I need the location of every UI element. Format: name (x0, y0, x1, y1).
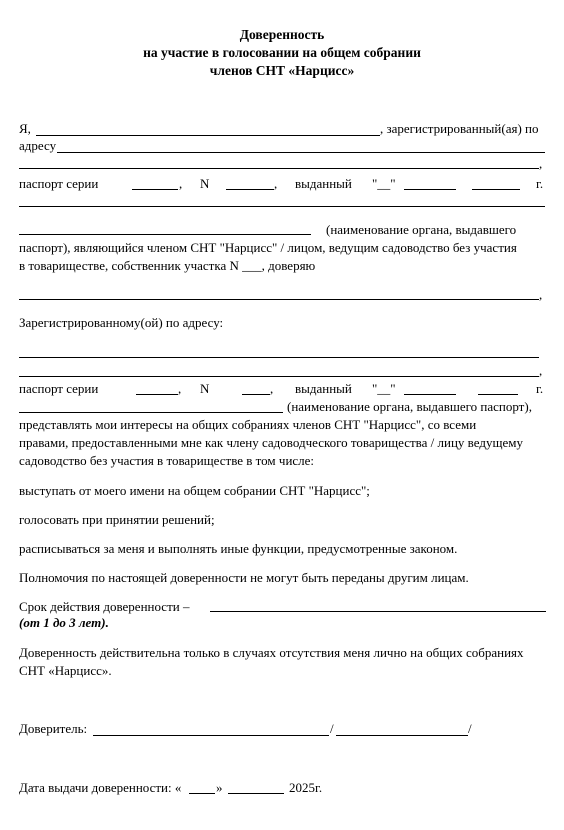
issue-year: 2025г. (289, 780, 323, 795)
slash: / (468, 721, 472, 736)
agent-authority-field[interactable] (19, 412, 283, 413)
label-date-quote: "__" (372, 381, 396, 396)
document-subtitle-org: членов СНТ «Нарцисс» (209, 63, 355, 78)
label-agent-address: Зарегистрированному(ой) по адресу: (19, 315, 224, 330)
label-agent-authority: (наименование органа, выдавшего паспорт), (287, 399, 532, 414)
comma: , (178, 381, 182, 396)
principal-name-field[interactable] (36, 135, 380, 136)
signature-field[interactable] (93, 735, 329, 736)
label-validity: Срок действия доверенности – (19, 599, 190, 614)
label-registered: , зарегистрированный(ая) по (380, 121, 539, 136)
document-title: Доверенность (239, 27, 325, 42)
comma: , (179, 176, 183, 191)
close-quote: » (216, 780, 223, 795)
text-only-absent-2: СНТ «Нарцисс». (19, 663, 112, 678)
principal-passport-number-field[interactable] (226, 189, 274, 190)
document-subtitle: на участие в голосовании на общем собрании (143, 45, 421, 60)
principal-address-field-1[interactable] (57, 152, 545, 153)
agent-issue-year-field[interactable] (478, 394, 518, 395)
power-item-vote: голосовать при принятии решений; (19, 512, 215, 527)
label-passport-series: паспорт серии (19, 176, 99, 191)
principal-issue-year-field[interactable] (472, 189, 520, 190)
issue-day-field[interactable] (189, 793, 215, 794)
label-year-suffix: г. (536, 381, 544, 396)
label-address: адресу (19, 138, 57, 153)
principal-passport-series-field[interactable] (132, 189, 178, 190)
principal-issue-month-field[interactable] (404, 189, 456, 190)
label-year-suffix: г. (536, 176, 544, 191)
label-n: N (200, 176, 210, 191)
comma: , (539, 363, 543, 378)
text-no-transfer: Полномочия по настоящей доверенности не могут быть переданы другим лицам. (19, 570, 469, 585)
power-item-sign: расписываться за меня и выполнять иные функции, предусмотренные законом. (19, 541, 458, 556)
signature-name-field[interactable] (336, 735, 468, 736)
power-item-speak: выступать от моего имени на общем собрании СНТ "Нарцисс"; (19, 483, 370, 498)
agent-address-field-1[interactable] (19, 357, 539, 358)
label-ya: Я, (19, 121, 31, 136)
slash: / (330, 721, 334, 736)
agent-issue-month-field[interactable] (404, 394, 456, 395)
comma: , (539, 156, 543, 171)
label-passport-series: паспорт серии (19, 381, 99, 396)
comma: , (274, 176, 278, 191)
text-member-line: паспорт), являющийся членом СНТ "Нарцисс" / лицом, ведущим садоводство без участия (19, 240, 517, 255)
principal-passport-extra-field[interactable] (19, 206, 545, 207)
principal-authority-field[interactable] (19, 234, 311, 235)
comma: , (539, 287, 543, 302)
label-issued: выданный (295, 176, 352, 191)
text-only-absent-1: Доверенность действительна только в случаях отсутствия меня лично на общих собраниях (19, 645, 524, 660)
label-principal-signature: Доверитель: (19, 721, 88, 736)
text-represent-line-2: правами, предоставленными мне как члену садоводческого товарищества / лицу ведущему (19, 435, 523, 450)
text-owner-line: в товариществе, собственник участка N ___, доверяю (19, 258, 316, 273)
principal-address-field-2[interactable] (19, 168, 539, 169)
label-date-quote: "__" (372, 176, 396, 191)
agent-name-field[interactable] (19, 299, 539, 300)
issue-month-field[interactable] (228, 793, 284, 794)
validity-period-field[interactable] (210, 611, 546, 612)
label-n: N (200, 381, 210, 396)
text-represent-line-1: представлять мои интересы на общих собраниях членов СНТ "Нарцисс", со всеми (19, 417, 477, 432)
validity-note: (от 1 до 3 лет). (19, 615, 109, 630)
comma: , (270, 381, 274, 396)
label-issue-date: Дата выдачи доверенности: « (19, 780, 182, 795)
text-represent-line-3: садоводство без участия в товариществе в том числе: (19, 453, 315, 468)
agent-address-field-2[interactable] (19, 376, 539, 377)
agent-passport-number-field[interactable] (242, 394, 270, 395)
label-authority: (наименование органа, выдавшего (326, 222, 517, 237)
agent-passport-series-field[interactable] (136, 394, 178, 395)
label-issued: выданный (295, 381, 352, 396)
